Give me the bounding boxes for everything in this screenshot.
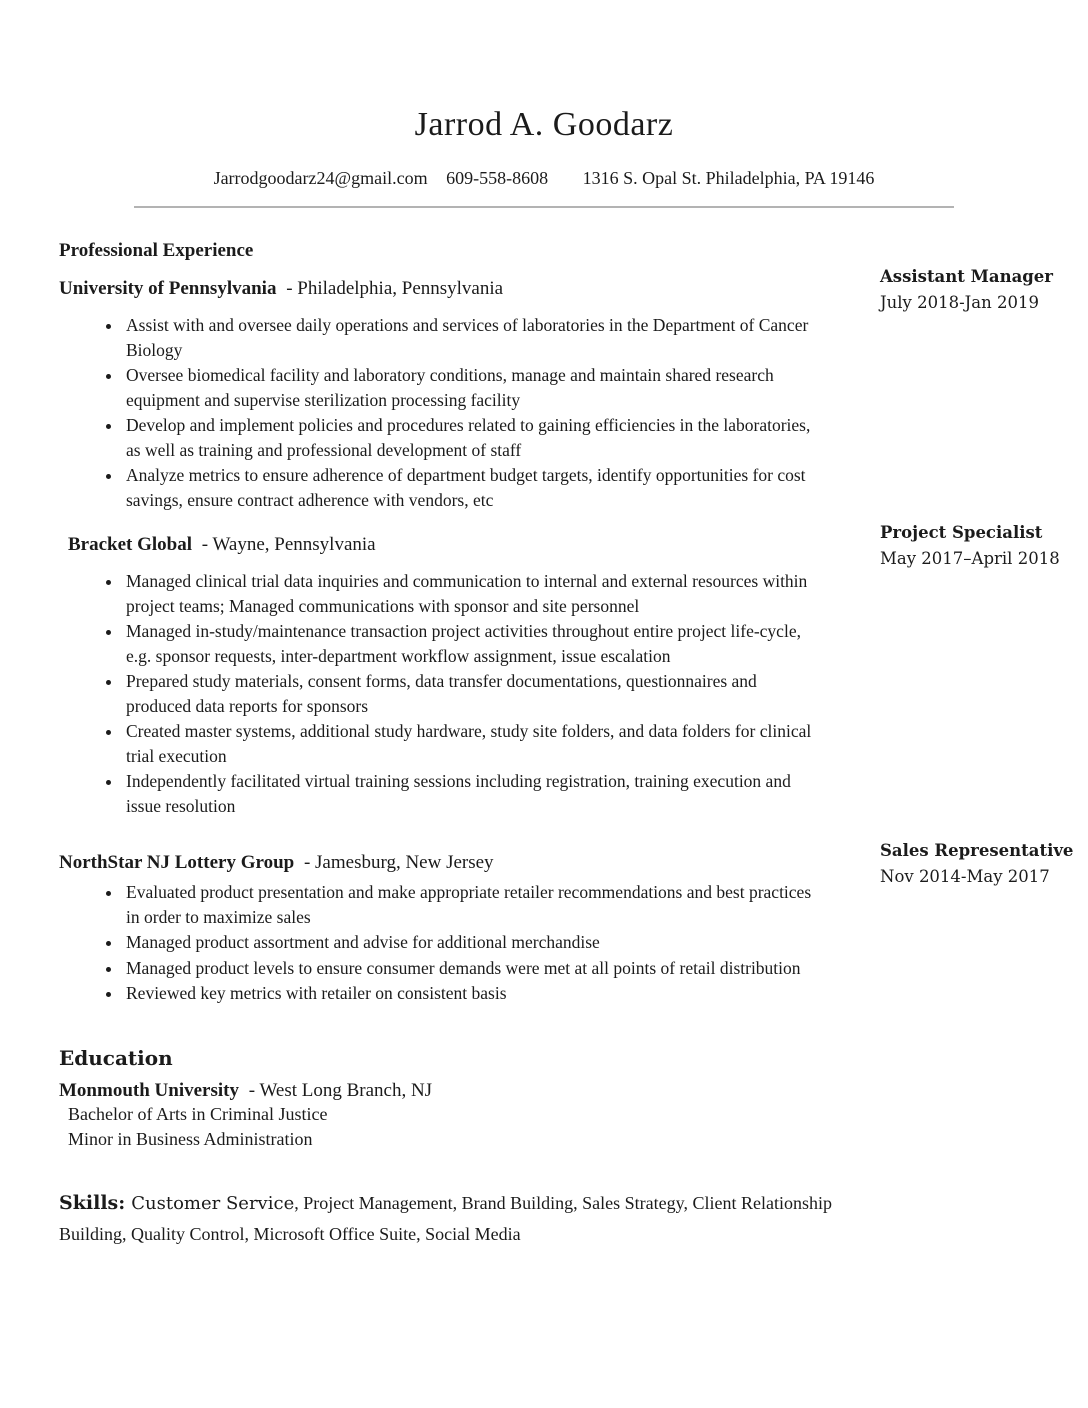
job-bullet-list	[59, 569, 823, 818]
job-dates: Nov 2014-May 2017	[880, 867, 1050, 887]
address-text: 1316 S. Opal St. Philadelphia, PA 19146	[582, 168, 875, 189]
bullet-item: • Independently facilitated virtual training sessions including registration, training execution and issue resolution	[123, 769, 823, 818]
section-heading-education: Education	[59, 1045, 173, 1070]
job-bullet-list	[59, 313, 823, 512]
job-section-northstar-nj-lottery-group	[59, 841, 1074, 1006]
job-meta	[880, 520, 1088, 572]
job-section-bracket-global	[59, 523, 1065, 818]
job-section-university-of-pennsylvania	[59, 267, 1065, 512]
bullet-item: • Develop and implement policies and procedures related to gaining efficiencies in the laboratories, as well as training and professional development of staff	[123, 413, 823, 462]
company-name: NorthStar NJ Lottery Group	[59, 852, 295, 874]
resume-body	[0, 240, 1088, 1309]
job-title: Assistant Manager	[880, 267, 1053, 287]
job-title: Project Specialist	[880, 523, 1043, 543]
job-dates: July 2018-Jan 2019	[880, 293, 1039, 313]
bullet-item: • Prepared study materials, consent forms, data transfer documentations, questionnaires and produced data reports for sponsors	[123, 669, 823, 718]
minor-line: Minor in Business Administration	[68, 1128, 313, 1149]
bullet-item: • Created master systems, additional study hardware, study site folders, and data folders for clinical trial execution	[123, 719, 823, 768]
company-location: - Philadelphia, Pennsylvania	[286, 278, 504, 300]
bullet-item: • Reviewed key metrics with retailer on consistent basis	[123, 981, 823, 1006]
header-divider	[134, 206, 954, 208]
bullet-item: • Managed clinical trial data inquiries and communication to internal and external resources within project teams; Managed communications with sponsor and site personnel	[123, 569, 823, 618]
job-meta	[880, 264, 1088, 316]
bullet-item: • Managed product assortment and advise for additional merchandise	[123, 930, 823, 955]
skills-first-item: Customer Service	[131, 1192, 295, 1214]
contact-line	[0, 168, 1088, 189]
skills-paragraph	[59, 1188, 849, 1249]
school-location: - West Long Branch, NJ	[248, 1079, 433, 1101]
school-name: Monmouth University	[59, 1079, 239, 1101]
skills-label: Skills:	[59, 1191, 126, 1214]
bullet-item: • Oversee biomedical facility and laboratory conditions, manage and maintain shared research equipment and supervise sterilization processing facility	[123, 363, 823, 412]
company-location: - Jamesburg, New Jersey	[303, 852, 494, 874]
job-title: Sales Representative	[880, 841, 1074, 861]
school-line	[59, 1080, 1065, 1102]
email-text: Jarrodgoodarz24@gmail.com	[213, 168, 428, 189]
company-name: University of Pennsylvania	[59, 278, 277, 300]
bullet-item: • Evaluated product presentation and make appropriate retailer recommendations and best practices in order to maximize sales	[123, 880, 823, 929]
candidate-name: Jarrod A. Goodarz	[414, 106, 674, 143]
degree-line: Bachelor of Arts in Criminal Justice	[68, 1103, 328, 1124]
job-bullet-list	[59, 880, 823, 1006]
bullet-item: • Managed product levels to ensure consumer demands were met at all points of retail distribution	[123, 956, 823, 981]
bullet-item: • Managed in-study/maintenance transaction project activities throughout entire project life-cycle, e.g. sponsor requests, inter-department workflow assignment, issue escalation	[123, 619, 823, 668]
bullet-item: • Assist with and oversee daily operations and services of laboratories in the Department of Cancer Biology	[123, 313, 823, 362]
skills-rest-text: , Project Management, Brand Building, Sales Strategy, Client Relationship Building, Quality Control, Microsoft Office Suite, Social Media	[59, 1192, 832, 1244]
company-name: Bracket Global	[68, 534, 193, 556]
section-heading-experience: Professional Experience	[59, 240, 254, 262]
bullet-item: • Analyze metrics to ensure adherence of department budget targets, identify opportunities for cost savings, ensure contract adherence with vendors, etc	[123, 463, 823, 512]
job-meta	[880, 838, 1088, 890]
job-dates: May 2017–April 2018	[880, 549, 1060, 569]
phone-text: 609-558-8608	[446, 168, 549, 189]
company-location: - Wayne, Pennsylvania	[201, 534, 376, 556]
